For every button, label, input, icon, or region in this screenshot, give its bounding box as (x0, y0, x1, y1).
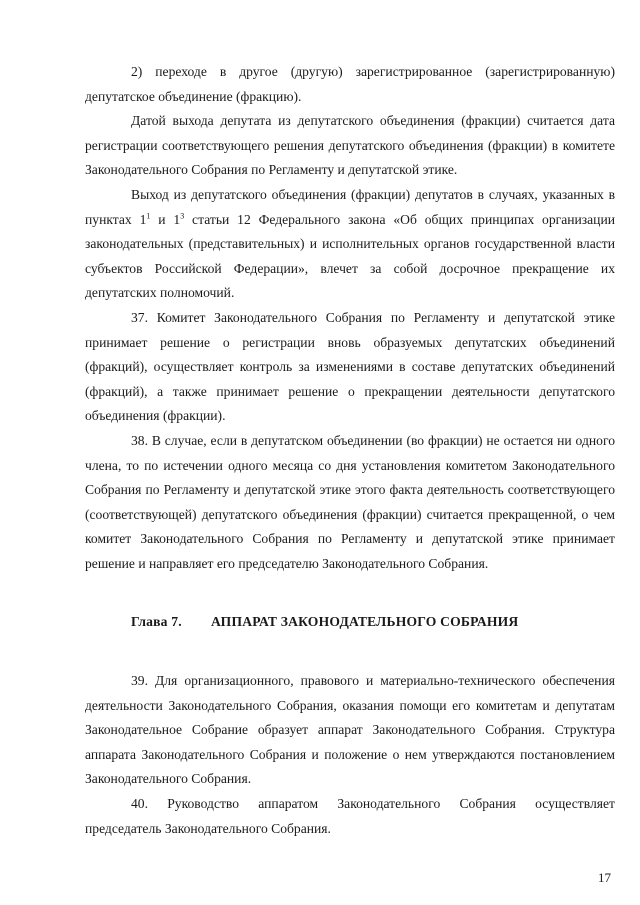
body-text (85, 60, 615, 841)
chapter-heading (85, 610, 615, 635)
paragraph-38: 38. В случае, если в депутатском объединении (во фракции) не остается ни одного члена, то по истечении одного месяца со дня установления комитетом Законодательного Собрания по Регламенту и депутатской этике этого факта деятельность соответствующего (соответствующей) депутатского объединения (фракции) считается прекращенной, о чем комитет Законодательного Собрания по Регламенту и депутатской этике принимает решение и направляет его председателю Законодательного Собрания. (85, 432, 615, 571)
paragraph-37: 37. Комитет Законодательного Собрания по Регламенту и депутатской этике принимает решение о регистрации вновь образуемых депутатских объединений (фракций), осуществляет контроль за изменениями в составе депутатских объединений (фракций), а также принимает решение о прекращении деятельности депутатского объединения (фракции). (85, 309, 615, 424)
para3-part1: Выход из депутатского объединения (фракции) депутатов в случаях, указанных в пунктах 1 (85, 186, 615, 227)
para3-sup2: 3 (180, 211, 185, 221)
chapter-number: Глава 7. (131, 614, 182, 630)
para3-part2: и 1 (150, 211, 181, 227)
paragraph-exit-consequences (85, 183, 615, 306)
page-number: 17 (598, 870, 611, 885)
paragraph-39: 39. Для организационного, правового и материально-технического обеспечения деятельности Законодательного Собрания, оказания помощи его комитетам и депутатам Законодательное Собрание образует аппарат Законодательного Собрания. Структура аппарата Законодательного Собрания и положение о нем утверждаются постановлением Законодательного Собрания. (85, 673, 615, 787)
paragraph-exit-date: Датой выхода депутата из депутатского объединения (фракции) считается дата регистрации соответствующего решения депутатского объединения (фракции) в комитете Законодательного Собрания по Регламенту и депутатской этике. (85, 113, 615, 178)
paragraph-clause-2: 2) переходе в другое (другую) зарегистрированное (зарегистрированную) депутатское объединение (фракцию). (85, 64, 615, 104)
paragraph-40: 40. Руководство аппаратом Законодательного Собрания осуществляет председатель Законодательного Собрания. (85, 796, 615, 836)
para3-part3: статьи 12 Федерального закона «Об общих принципах организации законодательных (представительных) и исполнительных органов государственной власти субъектов Российской Федерации», влечет за собой досрочное прекращение их депутатских полномочий. (85, 211, 615, 301)
chapter-title: АППАРАТ ЗАКОНОДАТЕЛЬНОГО СОБРАНИЯ (211, 614, 519, 630)
para3-sup1: 1 (146, 211, 151, 221)
